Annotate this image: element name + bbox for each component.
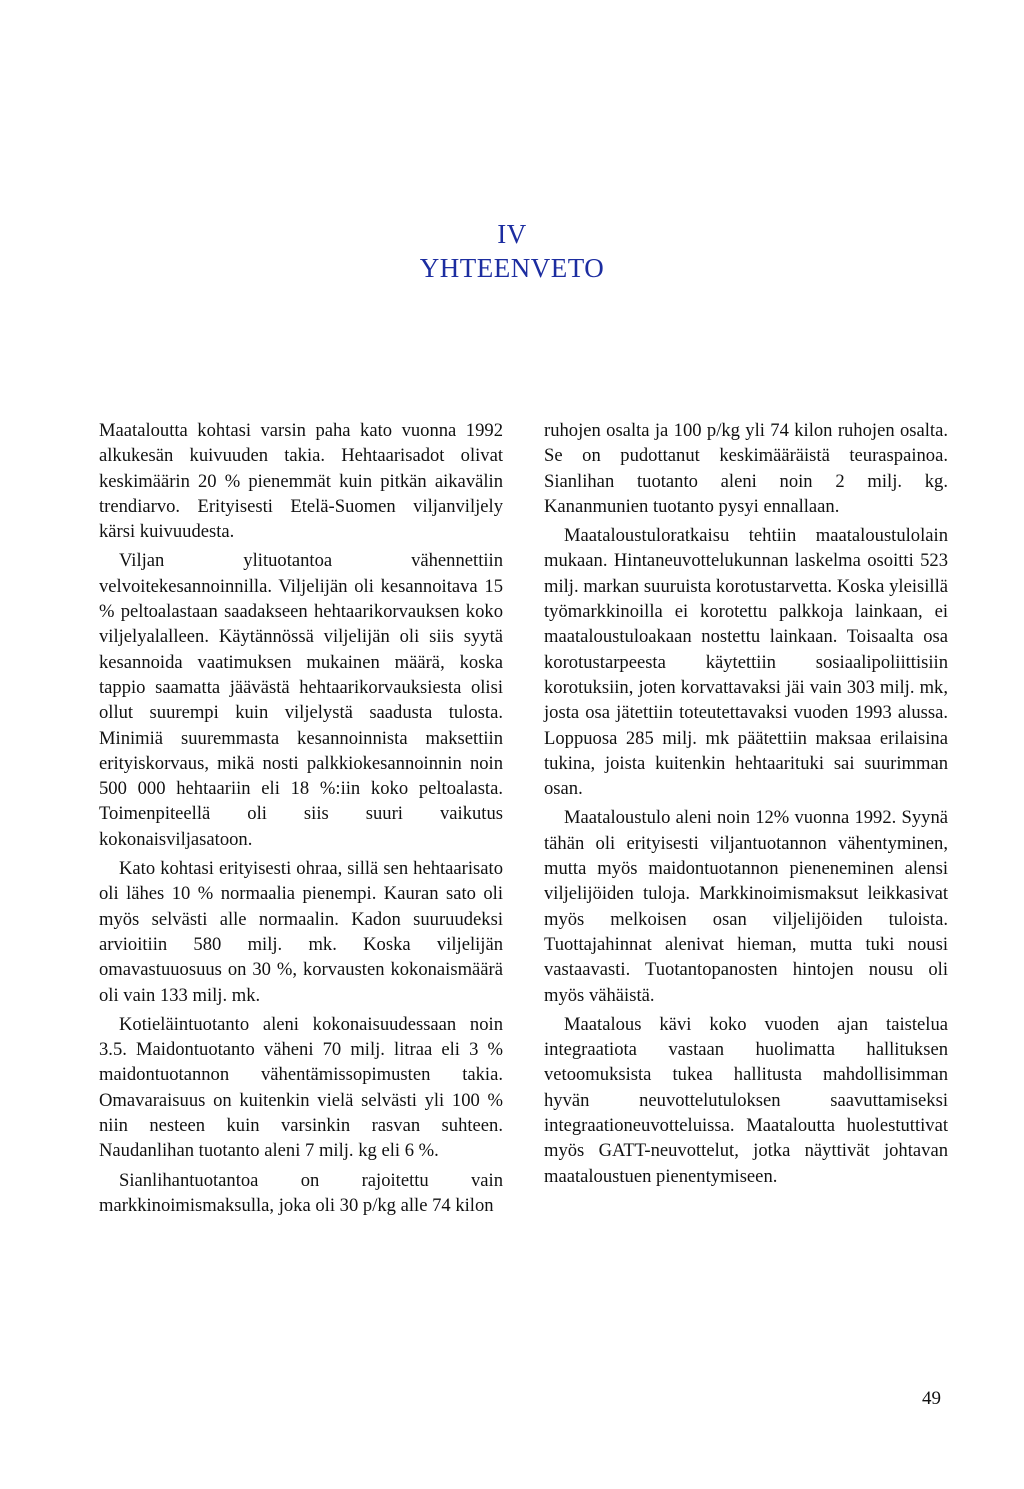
paragraph: Maataloutta kohtasi varsin paha kato vuonna 1992 alkukesän kuivuuden takia. Hehtaarisadot olivat keskimäärin 20 % pienemmät kuin pitkän aikavälin trendiarvo. Erityisesti Etelä-Suomen viljanviljely kärsi kuivuudesta. bbox=[99, 420, 503, 543]
paragraph: Sianlihantuotantoa on rajoitettu vain markkinoimismaksulla, joka oli 30 p/kg alle 74 kilon bbox=[99, 1169, 503, 1216]
paragraph: Kotieläintuotanto aleni kokonaisuudessaan noin 3.5. Maidontuotanto väheni 70 milj. litraa eli 3 % maidontuotannon vähentämissopimusten takia. Omavaraisuus on kuitenkin vielä selvästi yli 100 % niin nesteen kuin varsinkin rasvan suhteen. Naudanlihan tuotanto aleni 7 milj. kg eli 6 %. bbox=[99, 1013, 503, 1162]
chapter-number: IV bbox=[497, 219, 527, 249]
paragraph: Maataloustulo aleni noin 12% vuonna 1992. Syynä tähän oli erityisesti viljantuotannon vähentyminen, mutta myös maidontuotannon pieneneminen alensi viljelijöiden tuloja. Markkinoimismaksut leikkasivat myös melkoisen osan viljelijöiden tuloista. Tuottajahinnat alenivat hieman, mutta tuki nousi vastaavasti. Tuotantopanosten hintojen nousu oli myös vähäistä. bbox=[544, 807, 948, 1006]
right-column bbox=[544, 418, 948, 1193]
chapter-title: YHTEENVETO bbox=[419, 253, 605, 283]
left-column bbox=[99, 418, 503, 1222]
paragraph: ruhojen osalta ja 100 p/kg yli 74 kilon ruhojen osalta. Se on pudottanut keskimääräistä teuraspainoa. Sianlihan tuotanto aleni noin 2 milj. kg. Kananmunien tuotanto pysyi ennallaan. bbox=[544, 420, 948, 517]
paragraph: Maataloustuloratkaisu tehtiin maataloustulolain mukaan. Hintaneuvottelukunnan laskelma osoitti 523 milj. markan suuruista korotustarvetta. Koska yleisillä työmarkkinoilla ei korotettu palkkoja lainkaan, ei maataloustuloakaan nostettu lainkaan. Toisaalta osa korotustarpeesta käytettiin sosiaalipoliittisiin korotuksiin, joten korvattavaksi jäi vain 303 milj. mk, josta osa jätettiin toteutettavaksi vuoden 1993 alussa. Loppuosa 285 milj. mk päätettiin maksaa erilaisina tukina, joista kuitenkin hehtaarituki sai suurimman osan. bbox=[544, 525, 948, 800]
page-number: 49 bbox=[922, 1388, 941, 1409]
paragraph: Viljan ylituotantoa vähennettiin velvoitekesannoinnilla. Viljelijän oli kesannoitava 15 % peltoalastaan saadakseen hehtaarikorvauksen koko viljelyalalleen. Käytännössä viljelijän oli siis syytä kesannoida vaatimuksen mukainen määrä, koska tappio saamatta jäävästä hehtaarikorvauksiesta olisi ollut suurempi kuin viljelystä saadusta tulosta. Minimiä suuremmasta kesannoinnista maksettiin erityiskorvaus, mikä nosti palkkiokesannoinnin noin 500 000 hehtaariin eli 18 %:iin koko peltoalasta. Toimenpiteellä oli siis suuri vaikutus kokonaisviljasatoon. bbox=[99, 550, 503, 850]
paragraph: Maatalous kävi koko vuoden ajan taistelua integraatiota vastaan huolimatta hallituksen vetoomuksista tukea hallitusta mahdollisimman hyvän neuvottelutuloksen saavuttamiseksi integraationeuvotteluissa. Maataloutta huolestuttivat myös GATT-neuvottelut, jotka näyttivät johtavan maataloustuen pienentymiseen. bbox=[544, 1013, 948, 1187]
paragraph: Kato kohtasi erityisesti ohraa, sillä sen hehtaarisato oli lähes 10 % normaalia pienempi. Kauran sato oli myös selvästi alle normaalin. Kadon suuruudeksi arvioitiin 580 milj. mk. Koska viljelijän omavastuuosuus on 30 %, korvausten kokonaismäärä oli vain 133 milj. mk. bbox=[99, 858, 503, 1006]
